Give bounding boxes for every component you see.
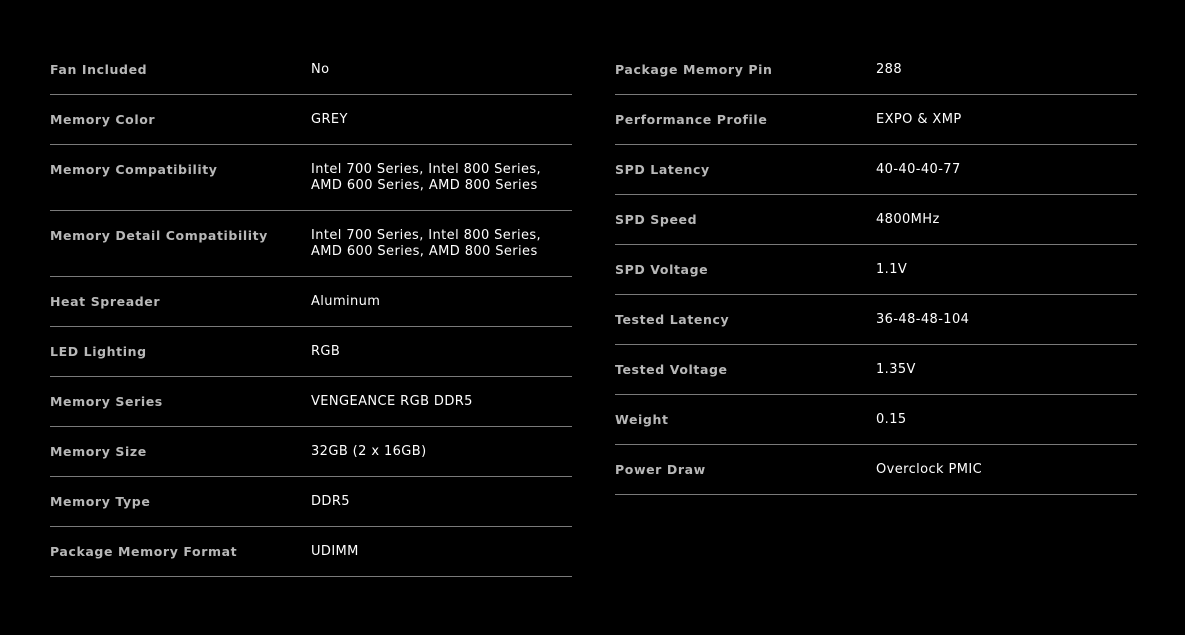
spec-row-weight xyxy=(615,395,1137,445)
spec-value: 36-48-48-104 xyxy=(876,312,970,327)
spec-value: VENGEANCE RGB DDR5 xyxy=(311,394,473,409)
spec-value: 0.15 xyxy=(876,412,907,427)
spec-value: 288 xyxy=(876,62,903,77)
spec-value: RGB xyxy=(311,344,341,359)
spec-row-package-memory-format xyxy=(50,527,572,577)
spec-row-memory-size xyxy=(50,427,572,477)
spec-label: Tested Latency xyxy=(615,312,730,327)
spec-value: Intel 700 Series, Intel 800 Series, AMD 600 Series, AMD 800 Series xyxy=(311,228,542,259)
spec-row-power-draw xyxy=(615,445,1137,495)
spec-row-fan-included xyxy=(50,45,572,95)
spec-label: Fan Included xyxy=(50,62,148,77)
spec-row-tested-voltage xyxy=(615,345,1137,395)
spec-value: 32GB (2 x 16GB) xyxy=(311,444,427,459)
spec-row-memory-detail-compatibility xyxy=(50,211,572,277)
spec-value: 40-40-40-77 xyxy=(876,162,961,177)
spec-row-performance-profile xyxy=(615,95,1137,145)
spec-row-memory-type xyxy=(50,477,572,527)
spec-label: Memory Detail Compatibility xyxy=(50,228,268,243)
spec-label: SPD Speed xyxy=(615,212,698,227)
spec-value: Aluminum xyxy=(311,294,381,309)
spec-row-heat-spreader xyxy=(50,277,572,327)
spec-label: LED Lighting xyxy=(50,344,147,359)
spec-value: DDR5 xyxy=(311,494,350,509)
spec-row-package-memory-pin xyxy=(615,45,1137,95)
spec-row-tested-latency xyxy=(615,295,1137,345)
spec-value: 1.1V xyxy=(876,262,908,277)
spec-row-spd-speed xyxy=(615,195,1137,245)
spec-value: UDIMM xyxy=(311,544,359,559)
spec-label: Power Draw xyxy=(615,462,706,477)
specs-table-right xyxy=(615,45,1137,495)
spec-value: EXPO & XMP xyxy=(876,112,962,127)
spec-label: Memory Color xyxy=(50,112,156,127)
spec-value: GREY xyxy=(311,112,348,127)
spec-label: Performance Profile xyxy=(615,112,768,127)
spec-value: No xyxy=(311,62,330,77)
spec-row-memory-series xyxy=(50,377,572,427)
spec-value: Overclock PMIC xyxy=(876,462,983,477)
spec-value: 1.35V xyxy=(876,362,916,377)
spec-row-memory-color xyxy=(50,95,572,145)
spec-row-memory-compatibility xyxy=(50,145,572,211)
spec-label: Weight xyxy=(615,412,669,427)
spec-label: Heat Spreader xyxy=(50,294,161,309)
spec-row-spd-voltage xyxy=(615,245,1137,295)
spec-label: SPD Latency xyxy=(615,162,710,177)
spec-label: Package Memory Pin xyxy=(615,62,773,77)
spec-value: Intel 700 Series, Intel 800 Series, AMD 600 Series, AMD 800 Series xyxy=(311,162,542,193)
spec-label: SPD Voltage xyxy=(615,262,709,277)
spec-label: Tested Voltage xyxy=(615,362,728,377)
spec-label: Memory Size xyxy=(50,444,147,459)
specs-table-left xyxy=(50,45,572,577)
spec-label: Package Memory Format xyxy=(50,544,238,559)
spec-label: Memory Series xyxy=(50,394,163,409)
spec-label: Memory Compatibility xyxy=(50,162,218,177)
spec-label: Memory Type xyxy=(50,494,151,509)
spec-value: 4800MHz xyxy=(876,212,940,227)
spec-row-led-lighting xyxy=(50,327,572,377)
spec-row-spd-latency xyxy=(615,145,1137,195)
